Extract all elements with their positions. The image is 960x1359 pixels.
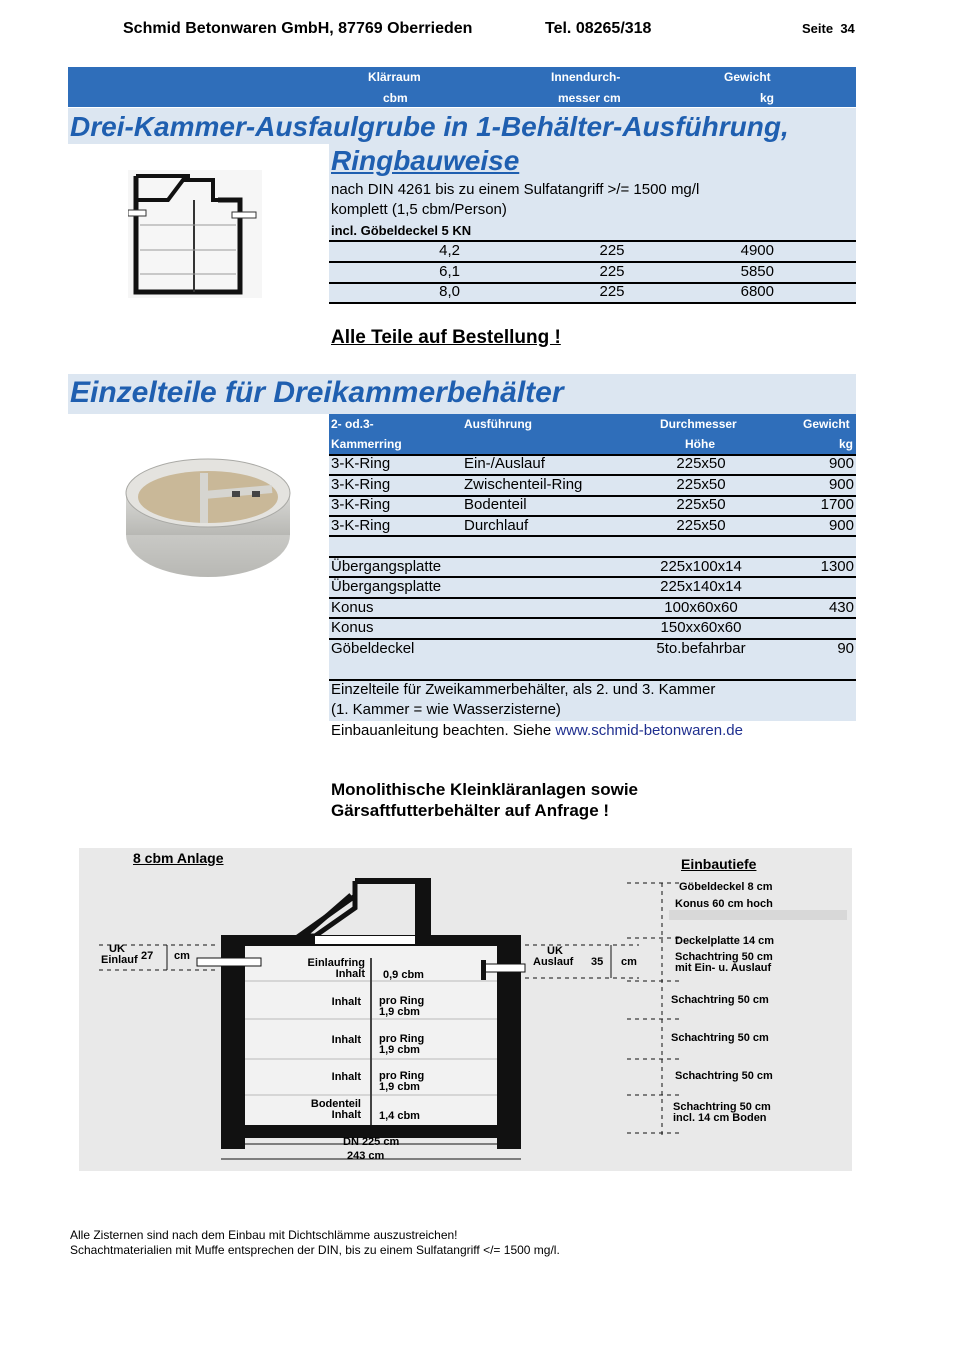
dimension-outer: 243 cm [347, 1150, 385, 1162]
page-number [802, 21, 855, 36]
cell-part: Übergangsplatte [331, 558, 442, 575]
inner-ring3-value [379, 1071, 424, 1093]
inner-ring3-r1: pro Ring [379, 1070, 425, 1082]
page-label: Seite [802, 21, 834, 36]
col-hoehe: Höhe [685, 437, 715, 451]
uk-einlauf-unit: cm [174, 950, 190, 962]
section1-desc-din: nach DIN 4261 bis zu einem Sulfatangriff >/= 1500 mg/l [331, 181, 700, 198]
label-schachtring-4: Schachtring 50 cm [675, 1070, 773, 1082]
cell-volume: 6,1 [439, 263, 460, 280]
footer-line1: Alle Zisternen sind nach dem Einbau mit Dichtschlämme auszustreichen! [70, 1228, 458, 1242]
order-note: Alle Teile auf Bestellung ! [331, 327, 561, 348]
cell-kammerring: 3-K-Ring [331, 476, 391, 493]
cell-weight: 900 [828, 455, 854, 472]
uk-auslauf-value: 35 [591, 956, 604, 968]
label-schachtring-3: Schachtring 50 cm [671, 1032, 769, 1044]
col-ausfuehrung: Ausführung [464, 417, 532, 431]
cell-volume: 4,2 [439, 242, 460, 259]
section1-desc-komplett: komplett (1,5 cbm/Person) [331, 201, 507, 218]
cell-part: Konus [331, 599, 374, 616]
cell-weight: 1300 [820, 558, 854, 575]
cell-ausfuehrung: Bodenteil [464, 496, 527, 513]
cell-weight: 900 [828, 517, 854, 534]
cell-volume: 8,0 [439, 283, 460, 300]
uk-einlauf-text: Einlauf [101, 954, 138, 966]
inner-ring2-value [379, 1034, 424, 1056]
page-number-value: 34 [840, 21, 855, 36]
cell-weight: 90 [837, 640, 854, 657]
uk-auslauf-label [533, 946, 573, 968]
note-wasserzisterne: (1. Kammer = wie Wasserzisterne) [331, 701, 561, 718]
inner-bodenteil-l1: Bodenteil [310, 1098, 361, 1110]
section2-title: Einzelteile für Dreikammerbehälter [70, 376, 564, 409]
note-einbauanleitung [331, 721, 743, 741]
inner-ring2-r1: pro Ring [379, 1033, 425, 1045]
diagram-einbautiefe: Einbautiefe [681, 856, 757, 872]
col-gewicht-unit: kg [760, 91, 775, 105]
col-klaerraum: Klärraum [368, 70, 421, 84]
inner-ring1-r2: 1,9 cbm [379, 1006, 420, 1018]
inner-ring1-value [379, 996, 424, 1018]
cell-ausfuehrung: Ein-/Auslauf [464, 455, 545, 472]
inner-ring3-r2: 1,9 cbm [379, 1081, 420, 1093]
inner-einlaufring-value: 0,9 cbm [383, 969, 424, 981]
cell-part: Göbeldeckel [331, 640, 415, 657]
cell-ausfuehrung: Zwischenteil-Ring [464, 476, 583, 493]
col-innendurchmesser-unit: messer cm [558, 91, 621, 105]
table-rule [329, 535, 856, 537]
col-durchmesser: Durchmesser [660, 417, 737, 431]
label-schachtring-einauslauf [675, 952, 773, 974]
cell-kammerring: 3-K-Ring [331, 496, 391, 513]
table-rule [329, 515, 856, 517]
label-boden: incl. 14 cm Boden [673, 1112, 767, 1124]
table-rule [329, 302, 856, 304]
cell-diameter: 225 [599, 283, 625, 300]
col-gewicht2: Gewicht [803, 417, 850, 431]
note-zweikammer: Einzelteile für Zweikammerbehälter, als 2. und 3. Kammer [331, 681, 716, 698]
diagram-caption: 8 cbm Anlage [133, 850, 224, 866]
cell-weight: 4900 [740, 242, 774, 259]
section1-subtitle: Ringbauweise [331, 145, 520, 176]
company-phone: Tel. 08265/318 [545, 20, 652, 37]
note-einbauanleitung-text: Einbauanleitung beachten. Siehe [331, 722, 552, 739]
inner-einlaufring-l2: Inhalt [335, 968, 365, 980]
label-schachtring-boden [673, 1102, 771, 1124]
col-gewicht: Gewicht [724, 70, 771, 84]
cell-dimension: 225x50 [676, 476, 726, 493]
inner-bodenteil-l2: Inhalt [331, 1109, 361, 1121]
dimension-dn: DN 225 cm [343, 1136, 400, 1148]
cell-diameter: 225 [599, 242, 625, 259]
company-name: Schmid Betonwaren GmbH, 87769 Oberrieden [123, 20, 473, 37]
cell-weight: 5850 [740, 263, 774, 280]
cell-weight [794, 577, 854, 597]
section2-header-bar [329, 414, 856, 454]
mono-line1: Monolithische Kleinkläranlagen sowie [331, 780, 639, 799]
inner-label-ring1: Inhalt [331, 996, 361, 1008]
cell-weight: 6800 [740, 283, 774, 300]
cell-dimension: 5to.befahrbar [656, 640, 746, 657]
cell-dimension: 225x50 [676, 517, 726, 534]
label-schachtring-1: Schachtring 50 cm [675, 951, 773, 963]
table-rule [329, 474, 856, 476]
cell-dimension: 150xx60x60 [660, 619, 742, 636]
uk-einlauf-value: 27 [141, 950, 154, 962]
col-klaerraum-unit: cbm [383, 91, 408, 105]
inner-label-bodenteil [271, 1099, 361, 1121]
cell-dimension: 225x100x14 [660, 558, 742, 575]
table-rule [329, 495, 856, 497]
cell-part: Übergangsplatte [331, 578, 442, 595]
column-header-bar [68, 67, 856, 107]
inner-ring1-r1: pro Ring [379, 995, 425, 1007]
inner-bodenteil-value: 1,4 cbm [379, 1110, 420, 1122]
section1-desc-goebel: incl. Göbeldeckel 5 KN [331, 223, 472, 238]
label-goebeldeckel: Göbeldeckel 8 cm [679, 881, 773, 893]
table-rule [329, 617, 856, 619]
cell-weight: 900 [828, 476, 854, 493]
cell-dimension: 100x60x60 [664, 599, 738, 616]
inner-einlaufring-l1: Einlaufring [307, 957, 365, 969]
uk-auslauf-uk: UK [547, 945, 563, 957]
inner-ring2-r2: 1,9 cbm [379, 1044, 420, 1056]
three-chamber-tank-image [128, 170, 262, 298]
inner-label-ring3: Inhalt [331, 1071, 361, 1083]
uk-einlauf-uk: UK [109, 943, 125, 955]
uk-einlauf-label [101, 944, 138, 966]
label-deckelplatte: Deckelplatte 14 cm [675, 935, 775, 947]
table-rule [329, 597, 856, 599]
section1-title: Drei-Kammer-Ausfaulgrube in 1-Behälter-Ausführung, [70, 111, 789, 142]
cell-part: Konus [331, 619, 374, 636]
cell-weight [794, 618, 854, 638]
col-gewicht2-unit: kg [839, 437, 854, 451]
uk-auslauf-unit: cm [621, 956, 637, 968]
three-chamber-ring-image [122, 455, 294, 581]
inner-label-ring2: Inhalt [331, 1034, 361, 1046]
cell-dimension: 225x50 [676, 496, 726, 513]
cell-diameter: 225 [599, 263, 625, 280]
cell-dimension: 225x140x14 [660, 578, 742, 595]
col-kammerring-2: Kammerring [331, 437, 402, 451]
installation-diagram [79, 848, 852, 1171]
mono-line2: Gärsaftfutterbehälter auf Anfrage ! [331, 801, 610, 820]
label-schachtring-5: Schachtring 50 cm [673, 1101, 771, 1113]
footer-line2: Schachtmaterialien mit Muffe entsprechen der DIN, bis zu einem Sulfatangriff </= 1500 mg/l. [70, 1243, 560, 1257]
table-rule [329, 454, 856, 456]
col-innendurchmesser: Innendurch- [551, 70, 621, 84]
cell-weight: 430 [828, 599, 854, 616]
inner-label-einlaufring [271, 958, 365, 980]
cell-dimension: 225x50 [676, 455, 726, 472]
cell-ausfuehrung: Durchlauf [464, 517, 529, 534]
uk-auslauf-text: Auslauf [533, 956, 574, 968]
col-kammerring: 2- od.3- [331, 417, 374, 431]
label-schachtring-1b: mit Ein- u. Auslauf [675, 962, 772, 974]
cell-weight: 1700 [820, 496, 854, 513]
label-schachtring-2: Schachtring 50 cm [671, 994, 769, 1006]
cell-kammerring: 3-K-Ring [331, 517, 391, 534]
website-link[interactable]: www.schmid-betonwaren.de [555, 722, 743, 739]
label-konus: Konus 60 cm hoch [675, 898, 773, 910]
cell-kammerring: 3-K-Ring [331, 455, 391, 472]
